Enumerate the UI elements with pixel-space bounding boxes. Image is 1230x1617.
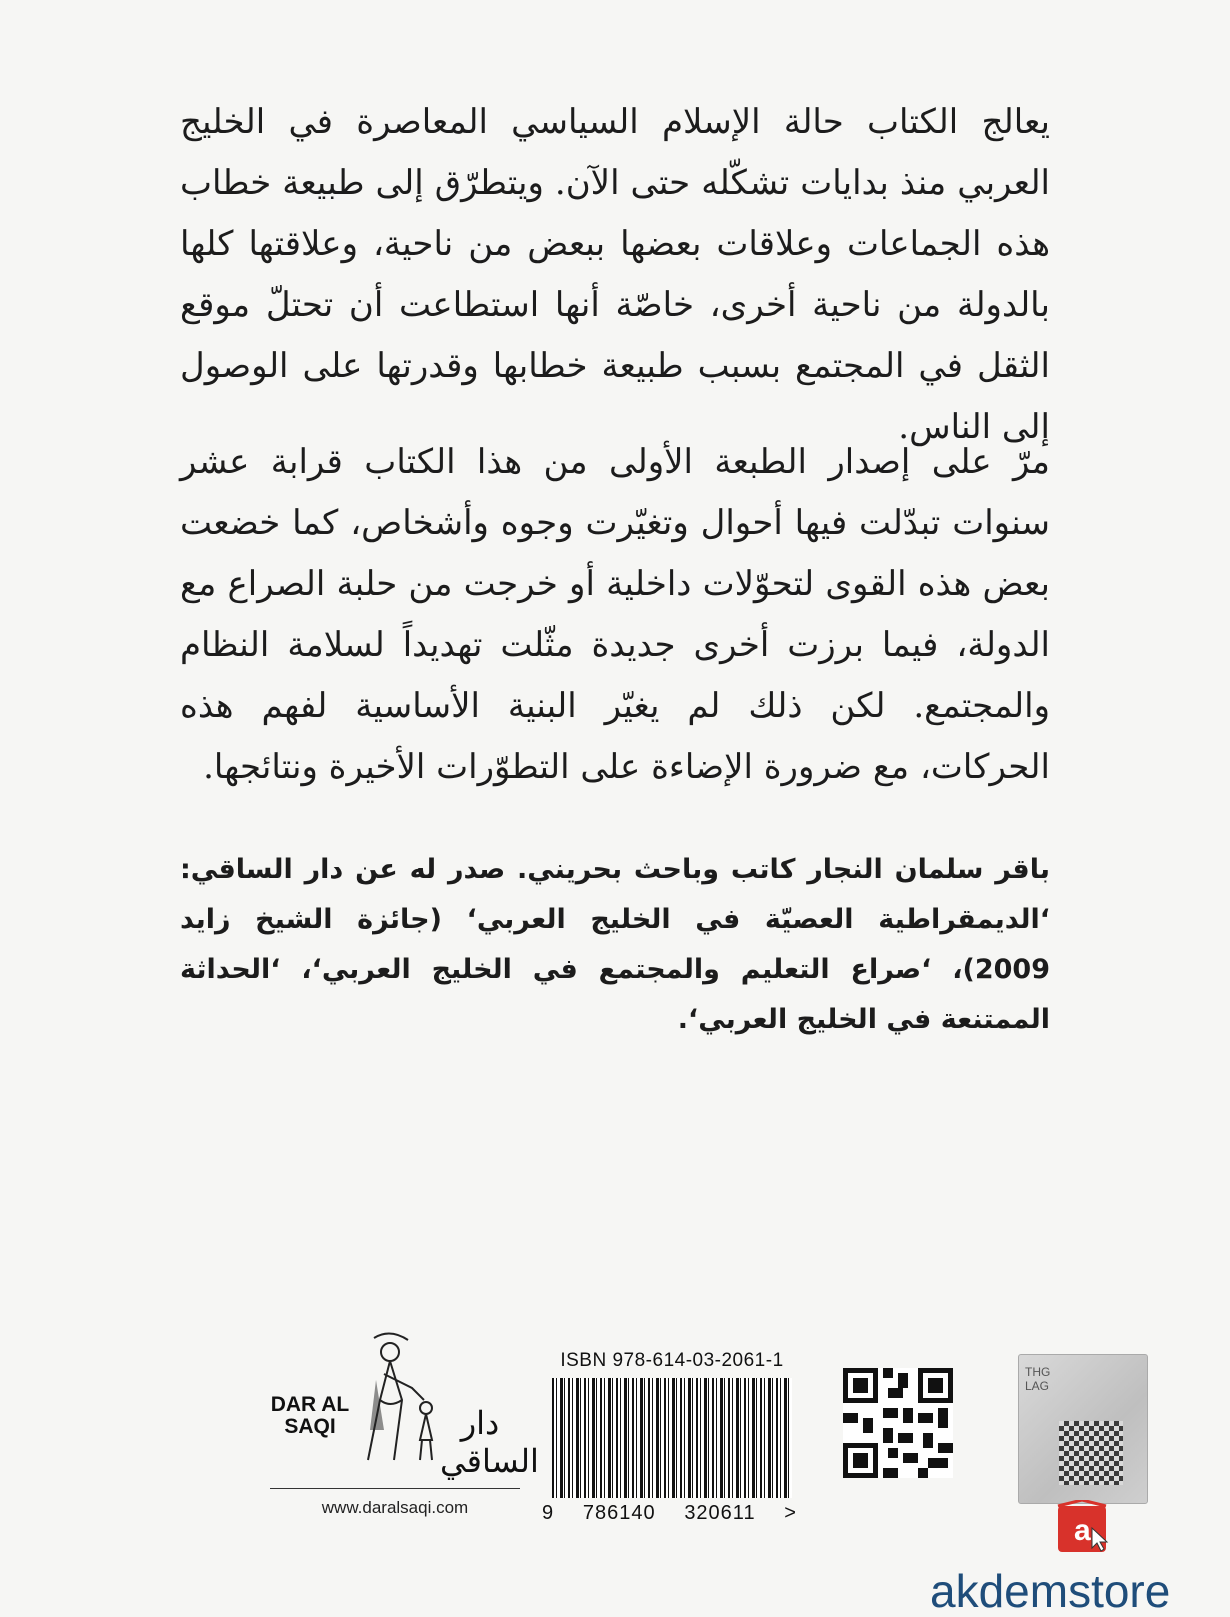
logo-divider bbox=[270, 1488, 520, 1489]
barcode-digits-left: 786140 bbox=[582, 1502, 656, 1524]
sticker-text-line2: LAG bbox=[1025, 1379, 1050, 1393]
barcode-digit-first: 9 bbox=[542, 1502, 555, 1524]
barcode-digits bbox=[542, 1502, 797, 1525]
publisher-logo bbox=[270, 1330, 539, 1480]
description-paragraph-2: مرّ على إصدار الطبعة الأولى من هذا الكتاب قرابة عشر سنوات تبدّلت فيها أحوال وتغيّرت وجوه وأشخاص، كما خضعت بعض هذه القوى لتحوّلات داخلية أو خرجت من حلبة الصراع مع الدولة، فيما برزت أخرى جديدة مثّلت تهديداً لسلامة النظام والمجتمع. لكن ذلك لم يغيّر البنية الأساسية لفهم هذه الحركات، مع ضرورة الإضاءة على التطوّرات الأخيرة ونتائجها. bbox=[180, 442, 1050, 787]
barcode-bars bbox=[552, 1378, 792, 1498]
author-bio: باقر سلمان النجار كاتب وباحث بحريني. صدر له عن دار الساقي: ‘الديمقراطية العصيّة في الخليج العربي‘ (جائزة الشيخ زايد 2009)، ‘صراع التعليم والمجتمع في الخليج العربي‘، ‘الحداثة الممتنعة في الخليج العربي‘. bbox=[180, 854, 1050, 1035]
sticker-text-line1: THG bbox=[1025, 1365, 1051, 1379]
publisher-name-latin: DAR AL SAQI bbox=[270, 1393, 350, 1438]
qr-code-icon bbox=[843, 1368, 953, 1478]
publisher-website: www.daralsaqi.com bbox=[321, 1498, 469, 1517]
isbn-label: ISBN 978-614-03-2061-1 bbox=[560, 1350, 784, 1371]
store-sticker bbox=[1018, 1354, 1148, 1504]
store-watermark: akdemstore bbox=[930, 1565, 1171, 1617]
barcode-digits-right: 320611 bbox=[684, 1502, 756, 1524]
publisher-logo-figure-icon bbox=[340, 1330, 450, 1470]
sticker-barcode bbox=[1059, 1421, 1123, 1485]
sticker-text bbox=[1025, 1365, 1050, 1393]
publisher-name-arabic: دار الساقي bbox=[440, 1404, 539, 1480]
store-badge-letter: a bbox=[1074, 1514, 1091, 1547]
barcode-digit-end: > bbox=[784, 1502, 797, 1524]
description-paragraph-1: يعالج الكتاب حالة الإسلام السياسي المعاصرة في الخليج العربي منذ بدايات تشكّله حتى الآن. ويتطرّق إلى طبيعة خطاب هذه الجماعات وعلاقات بعضها ببعض من ناحية، وعلاقتها كلها بالدولة من ناحية أخرى، خاصّة أنها استطاعت أن تحتلّ موقع الثقل في المجتمع بسبب طبيعة خطابها وقدرتها على الوصول إلى الناس. bbox=[180, 102, 1050, 447]
store-badge-icon bbox=[1052, 1500, 1116, 1556]
isbn-barcode bbox=[542, 1350, 797, 1530]
